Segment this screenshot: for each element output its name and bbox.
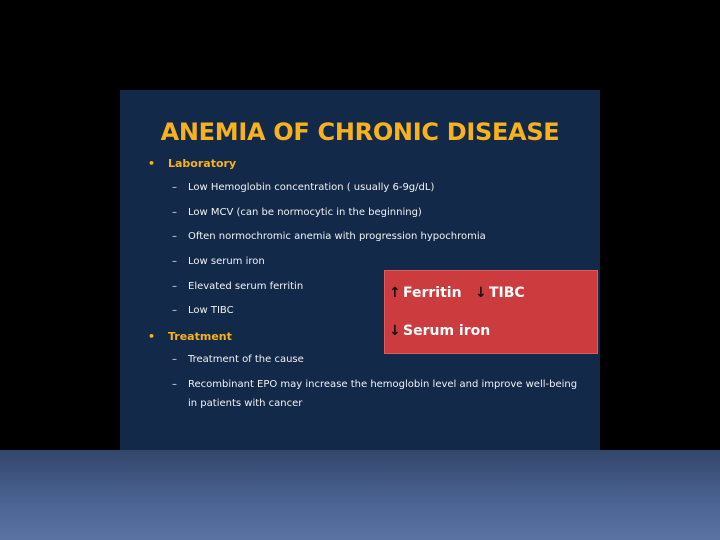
callout-ferritin: [389, 285, 462, 301]
bullet-laboratory: [148, 157, 236, 170]
callout-tibc-label: TIBC: [489, 285, 525, 301]
bullet-heading: Laboratory: [168, 157, 237, 170]
bottom-decorative-band: [0, 450, 720, 540]
dash: –: [172, 182, 177, 193]
dash: –: [172, 379, 177, 390]
list-item-text: Low Hemoglobin concentration ( usually 6-9g/dL): [188, 182, 435, 193]
list-item-text: Low MCV (can be normocytic in the beginning): [188, 207, 422, 218]
bullet-dot: •: [148, 157, 156, 170]
list-item: [172, 354, 304, 365]
list-item: [172, 207, 422, 218]
dash: –: [172, 281, 177, 292]
list-item-text: Low TIBC: [188, 305, 234, 316]
list-item: [172, 379, 577, 409]
dash: –: [172, 305, 177, 316]
down-arrow-icon: ↓: [389, 323, 401, 339]
up-arrow-icon: ↑: [389, 285, 401, 301]
bullet-treatment: [148, 330, 232, 343]
callout-tibc: [475, 285, 525, 301]
slide: [120, 90, 600, 450]
list-item: [172, 256, 265, 267]
slide-title: ANEMIA OF CHRONIC DISEASE: [160, 118, 560, 146]
dash: –: [172, 256, 177, 267]
callout-serum-iron: [389, 323, 490, 339]
list-item: [172, 182, 434, 193]
dash: –: [172, 207, 177, 218]
list-item: [172, 281, 303, 292]
list-item-text: Often normochromic anemia with progression hypochromia: [188, 231, 486, 242]
list-item: [172, 231, 486, 242]
list-item-text: Low serum iron: [188, 256, 265, 267]
list-item-text: Recombinant EPO may increase the hemoglobin level and improve well-being: [188, 379, 578, 390]
dash: –: [172, 354, 177, 365]
bullet-heading: Treatment: [168, 330, 232, 343]
down-arrow-icon: ↓: [475, 285, 487, 301]
bullet-dot: •: [148, 330, 156, 343]
list-item-text: Treatment of the cause: [188, 354, 304, 365]
callout-serum-iron-label: Serum iron: [403, 323, 491, 339]
list-item-text: Elevated serum ferritin: [188, 281, 304, 292]
list-item: [172, 305, 234, 316]
callout-ferritin-label: Ferritin: [403, 285, 462, 301]
callout-box: [384, 270, 598, 354]
dash: –: [172, 231, 177, 242]
list-item-continuation: in patients with cancer: [188, 398, 303, 409]
